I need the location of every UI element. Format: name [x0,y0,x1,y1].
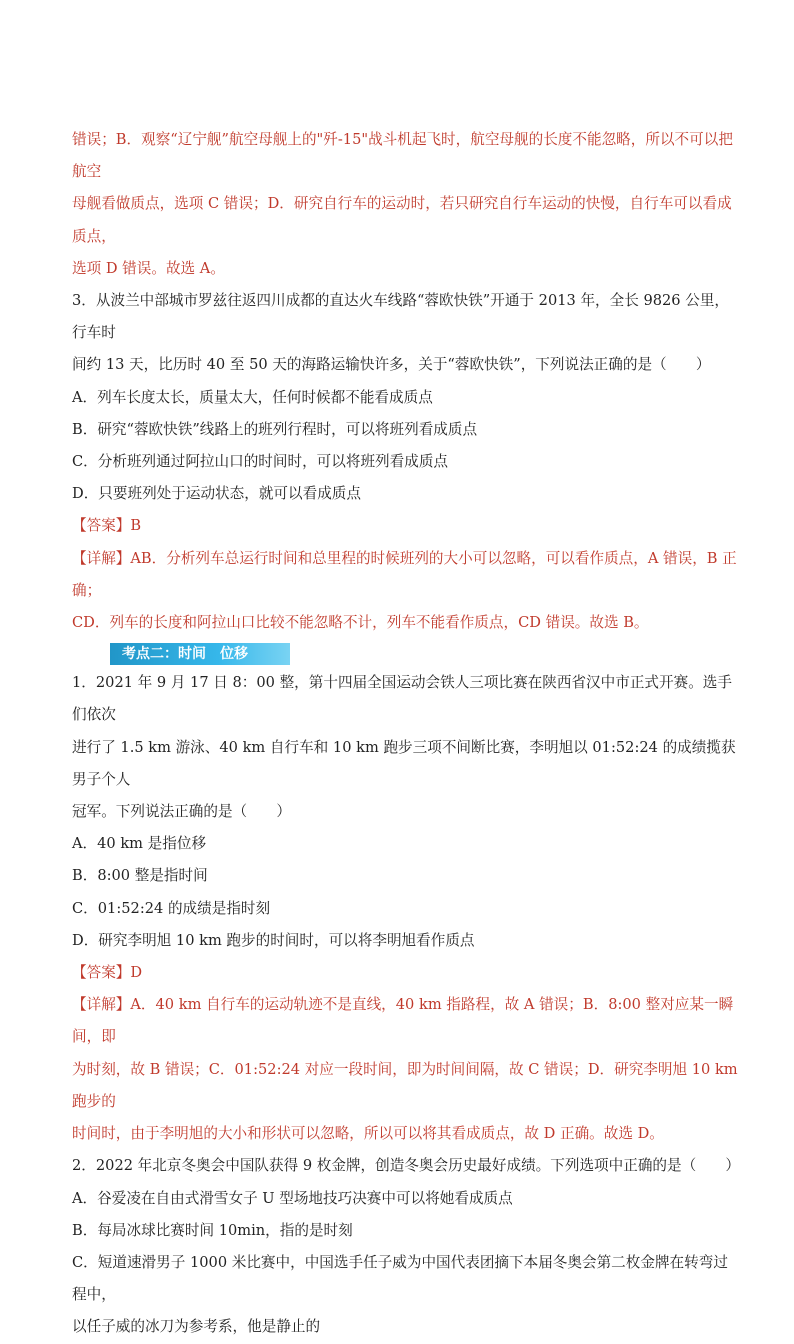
answer-value: B [130,517,142,535]
question-1 [72,667,738,1150]
question-1-option-d: D．研究李明旭 10 km 跑步的时间时，可以将李明旭看作质点 [72,931,475,949]
question-3-option-c: C．分析班列通过阿拉山口的时间时，可以将班列看成质点 [72,453,449,471]
detail-label: 【详解】 [72,549,131,567]
detail-text: A．40 km 自行车的运动轨迹不是直线，40 km 指路程，故 A 错误；B．8:00 整对应某一瞬间，即 [72,996,734,1046]
question-2 [72,1150,738,1343]
question-3-detail-line-1 [72,543,738,607]
answer-value: D [130,964,143,982]
answer-label: 【答案】 [72,517,131,535]
prev-explanation-line-2: 母舰看做质点，选项 C 错误；D．研究自行车的运动时，若只研究自行车运动的快慢，自行车可以看成质点， [72,195,732,245]
question-3-stem-line-1: 3．从波兰中部城市罗兹往返四川成都的直达火车线路“蓉欧快铁”开通于 2013 年，全长 9826 公里，行车时 [72,292,730,342]
question-1-detail-line-3: 时间时，由于李明旭的大小和形状可以忽略，所以可以将其看成质点，故 D 正确。故选 D。 [72,1125,664,1143]
question-3-stem-line-2: 间约 13 天，比历时 40 至 50 天的海路运输快许多，关于“蓉欧快铁”，下列说法正确的是（ ） [72,356,711,374]
question-2-stem-line-1: 2．2022 年北京冬奥会中国队获得 9 枚金牌，创造冬奥会历史最好成绩。下列选项中正确的是（ ） [72,1157,740,1175]
question-1-stem-line-2: 进行了 1.5 km 游泳、40 km 自行车和 10 km 跑步三项不间断比赛，李明旭以 01:52:24 的成绩揽获男子个人 [72,738,736,788]
detail-text: AB．分析列车总运行时间和总里程的时候班列的大小可以忽略，可以看作质点，A 错误，B 正确； [72,549,737,599]
prev-explanation-line-3: 选项 D 错误。故选 A。 [72,259,225,277]
prev-explanation-line-1: 错误；B．观察“辽宁舰”航空母舰上的"歼-15"战斗机起飞时，航空母舰的长度不能忽略，所以不可以把航空 [72,131,733,181]
question-1-option-a: A．40 km 是指位移 [72,835,207,853]
question-2-option-c-line-2: 以任子威的冰刀为参考系，他是静止的 [72,1318,321,1336]
question-2-option-a: A．谷爱凌在自由式滑雪女子 U 型场地技巧决赛中可以将她看成质点 [72,1189,513,1207]
question-1-option-c: C．01:52:24 的成绩是指时刻 [72,899,271,917]
document-page [72,124,738,1344]
question-3-answer [72,510,738,542]
question-1-detail-line-1 [72,989,738,1053]
question-1-option-b: B．8:00 整是指时间 [72,867,208,885]
question-1-detail-line-2: 为时刻，故 B 错误；C．01:52:24 对应一段时间，即为时间间隔，故 C 错误；D．研究李明旭 10 km 跑步的 [72,1060,738,1110]
question-1-answer [72,957,738,989]
section-heading: 考点二：时间 位移 [110,643,290,665]
question-3 [72,285,738,639]
question-3-option-d: D．只要班列处于运动状态，就可以看成质点 [72,485,361,503]
question-2-option-b: B．每局冰球比赛时间 10min，指的是时刻 [72,1221,353,1239]
previous-explanation [72,124,738,285]
question-1-stem-line-3: 冠军。下列说法正确的是（ ） [72,803,291,821]
question-3-option-a: A．列车长度太长，质量太大，任何时候都不能看成质点 [72,388,433,406]
question-3-option-b: B．研究“蓉欧快铁”线路上的班列行程时，可以将班列看成质点 [72,420,478,438]
question-1-stem-line-1: 1．2021 年 9 月 17 日 8：00 整，第十四届全国运动会铁人三项比赛在陕西省汉中市正式开赛。选手们依次 [72,674,732,724]
question-2-option-c-line-1: C．短道速滑男子 1000 米比赛中，中国选手任子威为中国代表团摘下本届冬奥会第二枚金牌在转弯过程中， [72,1253,728,1304]
answer-label: 【答案】 [72,964,131,982]
question-3-detail-line-2: CD．列车的长度和阿拉山口比较不能忽略不计，列车不能看作质点，CD 错误。故选 B。 [72,614,649,632]
detail-label: 【详解】 [72,996,131,1014]
